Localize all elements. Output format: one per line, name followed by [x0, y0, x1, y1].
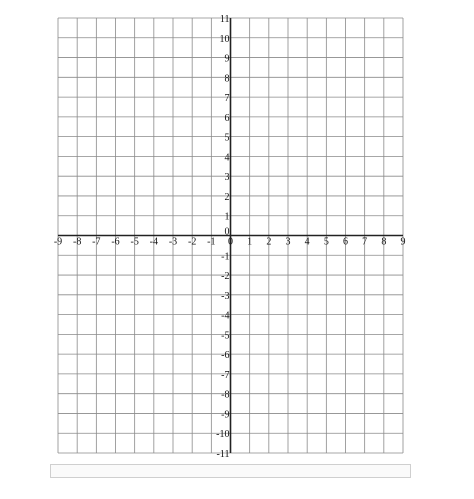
y-tick-label: -7: [221, 369, 230, 381]
x-tick-label: -4: [149, 236, 159, 248]
x-tick-label: -9: [53, 236, 63, 248]
y-tick-label: 0: [224, 226, 230, 238]
axes: [58, 18, 403, 453]
x-tick-label: -7: [92, 236, 101, 248]
y-tick-labels: [216, 14, 229, 460]
y-tick-label: -8: [221, 389, 230, 401]
caption-box: [50, 464, 411, 478]
x-tick-label: -3: [168, 236, 178, 248]
y-tick-label: -3: [221, 290, 230, 302]
y-tick-label: -11: [216, 449, 230, 460]
x-tick-label: -2: [187, 236, 197, 248]
x-tick-label: 1: [247, 236, 253, 248]
x-tick-label: -1: [207, 236, 216, 248]
x-tick-label: 2: [266, 236, 272, 248]
y-tick-label: -2: [221, 271, 230, 283]
x-tick-labels: [54, 237, 406, 248]
y-tick-label: 11: [219, 14, 230, 25]
y-tick-label: 9: [224, 53, 230, 65]
x-tick-label: 9: [400, 236, 406, 248]
y-tick-label: -4: [221, 310, 230, 322]
x-tick-label: 0: [228, 236, 233, 248]
y-tick-label: -9: [221, 409, 230, 421]
y-tick-label: 7: [224, 93, 230, 105]
y-tick-label: 10: [219, 33, 230, 45]
x-tick-label: -6: [111, 236, 120, 248]
x-tick-label: 7: [362, 236, 368, 248]
x-tick-label: 5: [323, 236, 329, 248]
y-tick-label: -6: [221, 350, 230, 362]
x-tick-label: 4: [304, 236, 310, 248]
y-tick-label: 6: [224, 112, 230, 124]
y-tick-label: 2: [224, 191, 230, 203]
x-tick-label: -8: [72, 236, 82, 248]
y-tick-label: 3: [224, 172, 230, 184]
y-tick-label: -5: [221, 330, 230, 342]
y-tick-label: 4: [224, 152, 230, 164]
y-tick-label: -10: [216, 429, 230, 441]
y-tick-label: 1: [224, 211, 230, 223]
x-tick-label: 3: [285, 236, 291, 248]
x-tick-label: 6: [343, 236, 348, 248]
x-tick-label: 8: [381, 236, 387, 248]
y-tick-label: 5: [224, 132, 230, 144]
x-tick-label: -5: [130, 236, 139, 248]
y-tick-label: 8: [224, 73, 230, 85]
y-tick-label: -1: [221, 251, 230, 263]
